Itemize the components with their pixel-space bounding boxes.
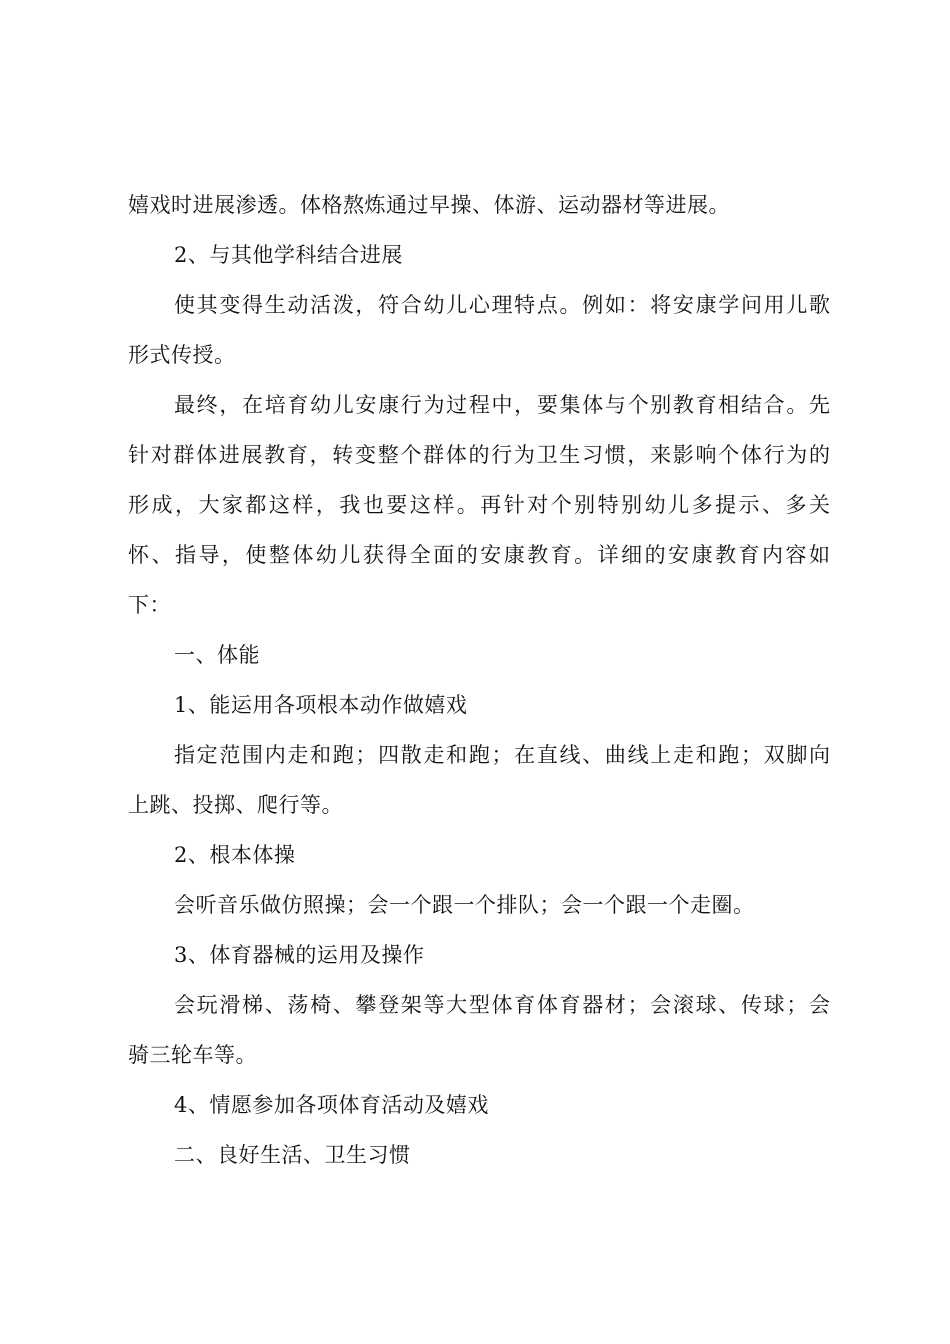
text-line-5: 最终，在培育幼儿安康行为过程中，要集体与个别教育相结合。先 [174, 393, 830, 417]
subheading-4: 4、情愿参加各项体育活动及嬉戏 [174, 1093, 489, 1117]
subheading-3: 3、体育器械的运用及操作 [174, 943, 425, 967]
text-line-1: 嬉戏时进展渗透。体格熬炼通过早操、体游、运动器材等进展。 [128, 193, 730, 217]
text-line-13: 上跳、投掷、爬行等。 [128, 793, 343, 817]
section-heading-2: 2、与其他学科结合进展 [174, 243, 403, 267]
text-line-15: 会听音乐做仿照操；会一个跟一个排队；会一个跟一个走圈。 [174, 893, 755, 917]
text-line-7: 形成，大家都这样，我也要这样。再针对个别特别幼儿多提示、多关 [128, 493, 830, 517]
text-line-9: 下： [128, 593, 171, 617]
text-line-12: 指定范围内走和跑；四散走和跑；在直线、曲线上走和跑；双脚向 [174, 743, 830, 767]
text-line-8: 怀、指导，使整体幼儿获得全面的安康教育。详细的安康教育内容如 [128, 543, 830, 567]
section-heading-physical: 一、体能 [174, 643, 260, 667]
text-line-17: 会玩滑梯、荡椅、攀登架等大型体育体育器材；会滚球、传球；会 [174, 993, 830, 1017]
text-line-3: 使其变得生动活泼，符合幼儿心理特点。例如：将安康学问用儿歌 [174, 293, 830, 317]
text-line-18: 骑三轮车等。 [128, 1043, 257, 1067]
subheading-2: 2、根本体操 [174, 843, 296, 867]
section-heading-habits: 二、良好生活、卫生习惯 [174, 1143, 411, 1167]
subheading-1: 1、能运用各项根本动作做嬉戏 [174, 693, 468, 717]
text-line-4: 形式传授。 [128, 343, 236, 367]
text-line-6: 针对群体进展教育，转变整个群体的行为卫生习惯，来影响个体行为的 [128, 443, 830, 467]
